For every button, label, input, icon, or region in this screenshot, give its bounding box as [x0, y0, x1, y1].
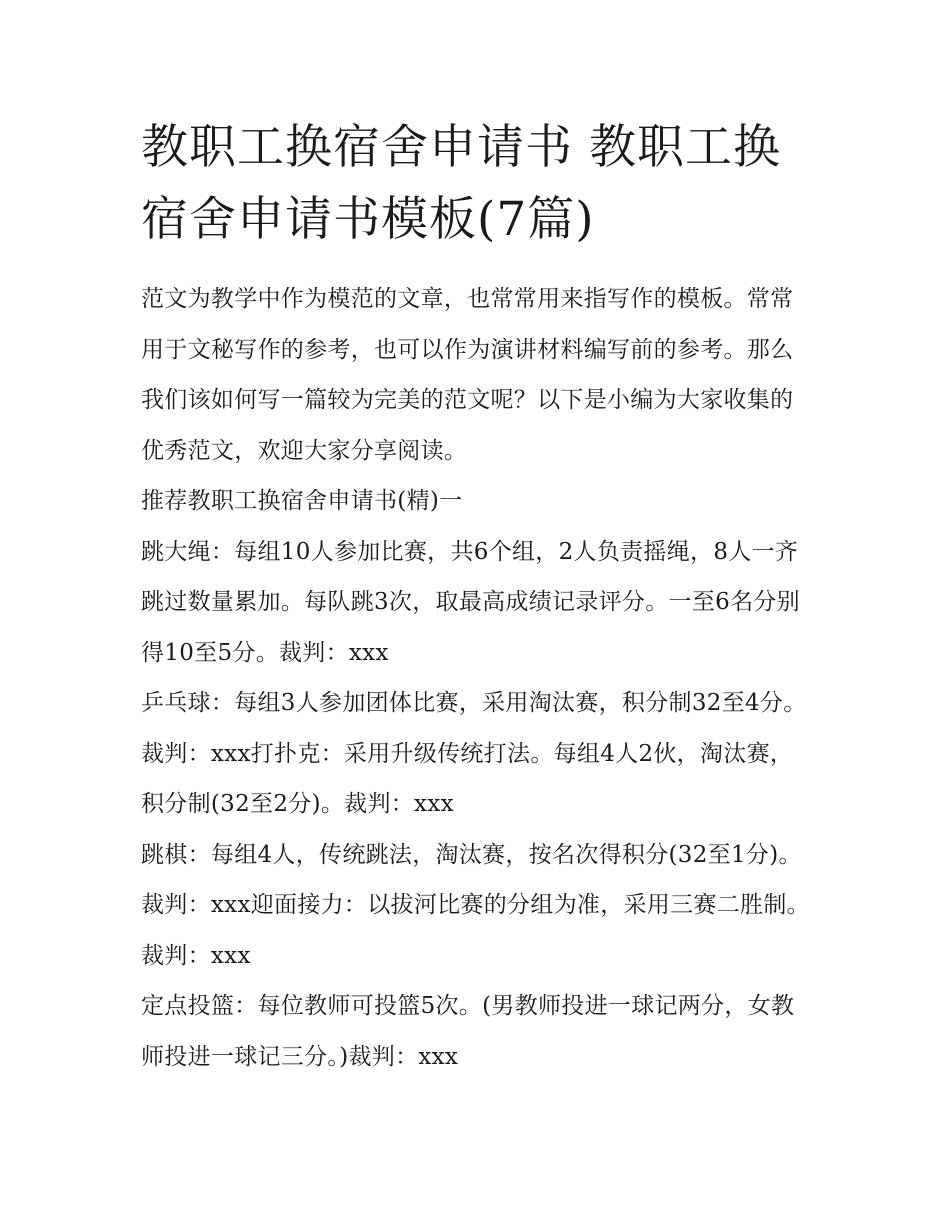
rule-paragraph-checkers: 跳棋：每组4人，传统跳法，淘汰赛，按名次得积分(32至1分)。裁判：xxx迎面接力：以拔河比赛的分组为准，采用三赛二胜制。裁判：xxx: [141, 841, 810, 969]
document-page: [141, 112, 813, 1082]
intro-paragraph: 范文为教学中作为模范的文章，也常常用来指写作的模板。常常用于文秘写作的参考，也可以作为演讲材料编写前的参考。那么我们该如何写一篇较为完美的范文呢？以下是小编为大家收集的优秀范文，欢迎大家分享阅读。: [141, 286, 794, 464]
rule-paragraph-table-tennis: 乒乓球：每组3人参加团体比赛，采用淘汰赛，积分制32至4分。裁判：xxx打扑克：采用升级传统打法。每组4人2伙，淘汰赛，积分制(32至2分)。裁判：xxx: [141, 690, 807, 817]
document-title: 教职工换宿舍申请书 教职工换宿舍申请书模板(7篇): [141, 120, 781, 247]
rule-paragraph-rope-jumping: 跳大绳：每组10人参加比赛，共6个组，2人负责摇绳，8人一齐跳过数量累加。每队跳3次，取最高成绩记录评分。一至6名分别得10至5分。裁判：xxx: [141, 538, 800, 666]
rule-paragraph-shooting: 定点投篮：每位教师可投篮5次。(男教师投进一球记两分，女教师投进一球记三分。)裁判：xxx: [141, 993, 795, 1070]
section-heading: 推荐教职工换宿舍申请书(精)一: [141, 488, 463, 514]
